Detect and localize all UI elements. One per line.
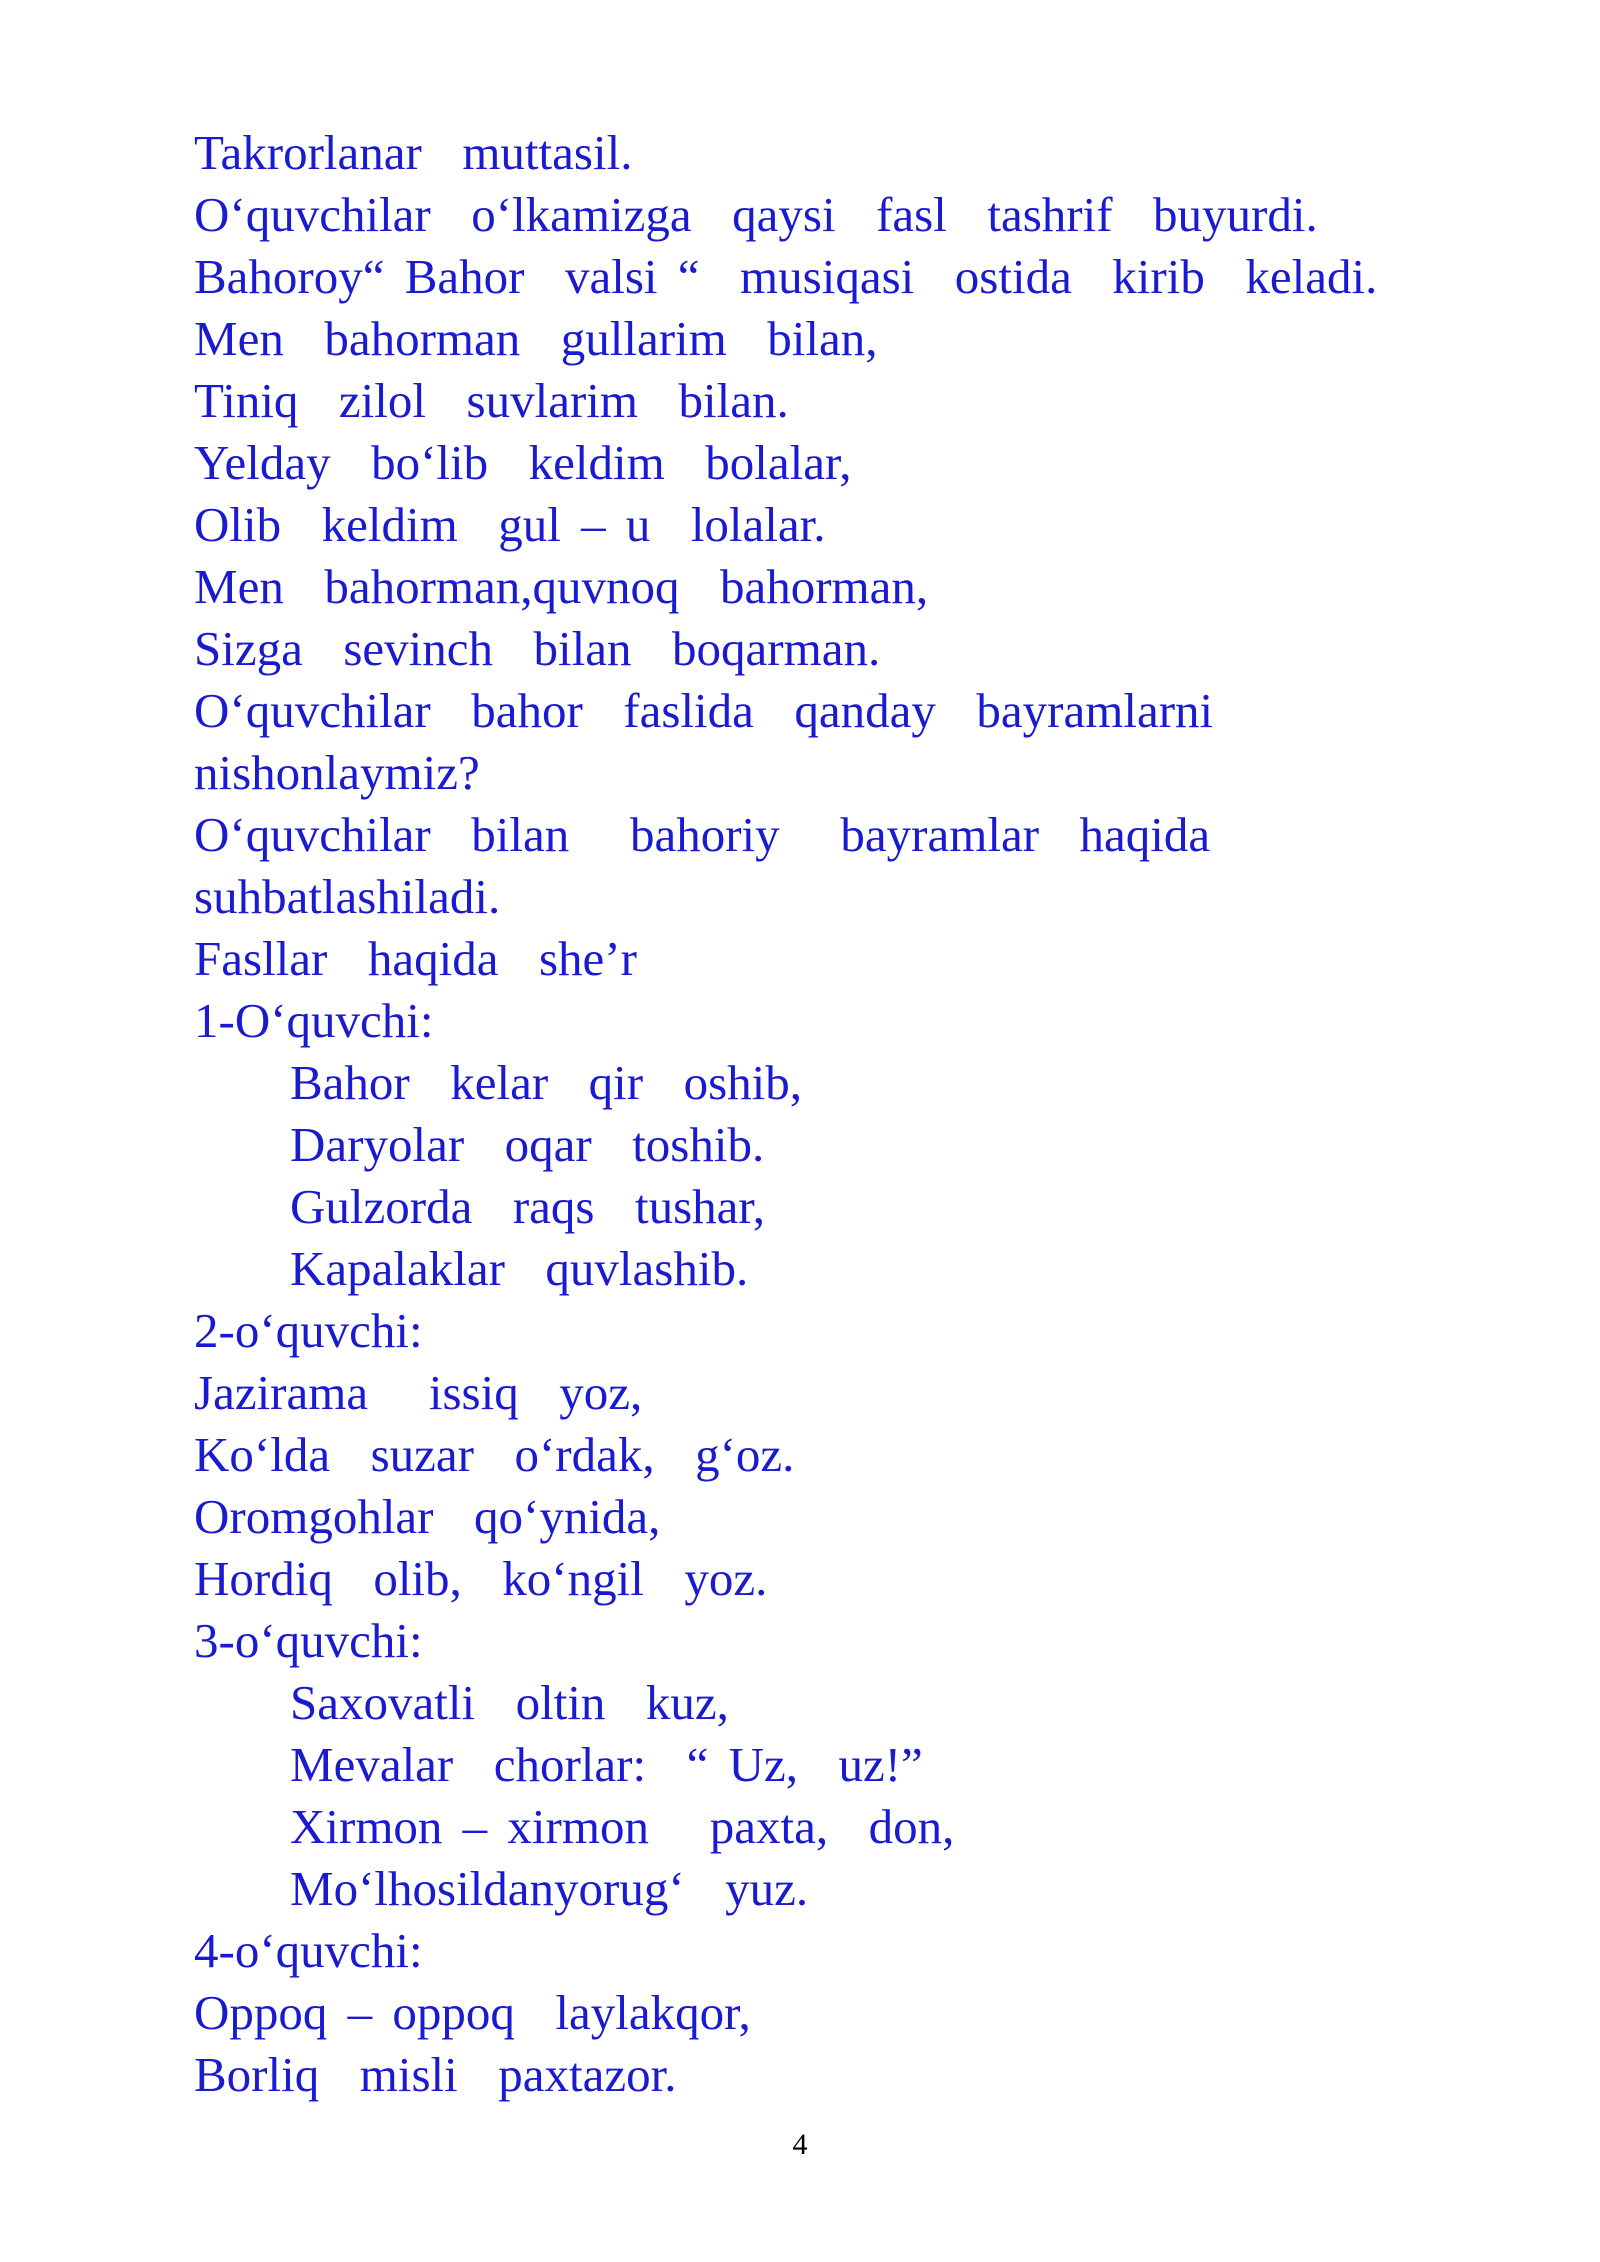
speaker-label: 2-o‘quvchi: xyxy=(194,1303,423,1358)
verse-line: Ko‘lda suzar o‘rdak, g‘oz. xyxy=(194,1427,795,1482)
speaker-label: 3-o‘quvchi: xyxy=(194,1613,423,1668)
text-line: Yelday bo‘lib keldim bolalar, xyxy=(194,435,852,490)
verse-line: Mevalar chorlar: “ Uz, uz!” xyxy=(290,1737,923,1792)
text-line: Men bahorman,quvnoq bahorman, xyxy=(194,559,929,614)
verse-line: Kapalaklar quvlashib. xyxy=(290,1241,749,1296)
verse-line: Oppoq – oppoq laylakqor, xyxy=(194,1985,751,2040)
text-line: suhbatlashiladi. xyxy=(194,869,501,924)
verse-line: Hordiq olib, ko‘ngil yoz. xyxy=(194,1551,768,1606)
poem-text-body xyxy=(194,122,1454,2106)
text-line: O‘quvchilar bahor faslida qanday bayramlarni xyxy=(194,683,1214,738)
text-line: Bahoroy“ Bahor valsi “ musiqasi ostida kirib keladi. xyxy=(194,249,1378,304)
text-line: Olib keldim gul – u lolalar. xyxy=(194,497,826,552)
text-line: Tiniq zilol suvlarim bilan. xyxy=(194,373,789,428)
section-heading: Fasllar haqida she’r xyxy=(194,931,637,986)
verse-line: Saxovatli oltin kuz, xyxy=(290,1675,729,1730)
text-line: nishonlaymiz? xyxy=(194,745,480,800)
verse-line: Oromgohlar qo‘ynida, xyxy=(194,1489,661,1544)
text-line: Men bahorman gullarim bilan, xyxy=(194,311,878,366)
verse-line: Mo‘lhosildanyorug‘ yuz. xyxy=(290,1861,809,1916)
verse-line: Gulzorda raqs tushar, xyxy=(290,1179,765,1234)
verse-line: Borliq misli paxtazor. xyxy=(194,2047,677,2102)
speaker-label: 1-O‘quvchi: xyxy=(194,993,434,1048)
verse-line: Bahor kelar qir oshib, xyxy=(290,1055,803,1110)
verse-line: Daryolar oqar toshib. xyxy=(290,1117,765,1172)
page-number: 4 xyxy=(792,2128,808,2161)
text-line: O‘quvchilar o‘lkamizga qaysi fasl tashrif buyurdi. xyxy=(194,187,1318,242)
verse-line: Jazirama issiq yoz, xyxy=(194,1365,643,1420)
text-line: Sizga sevinch bilan boqarman. xyxy=(194,621,881,676)
speaker-label: 4-o‘quvchi: xyxy=(194,1923,423,1978)
text-line: Takrorlanar muttasil. xyxy=(194,125,633,180)
text-line: O‘quvchilar bilan bahoriy bayramlar haqida xyxy=(194,807,1211,862)
verse-line: Xirmon – xirmon paxta, don, xyxy=(290,1799,955,1854)
